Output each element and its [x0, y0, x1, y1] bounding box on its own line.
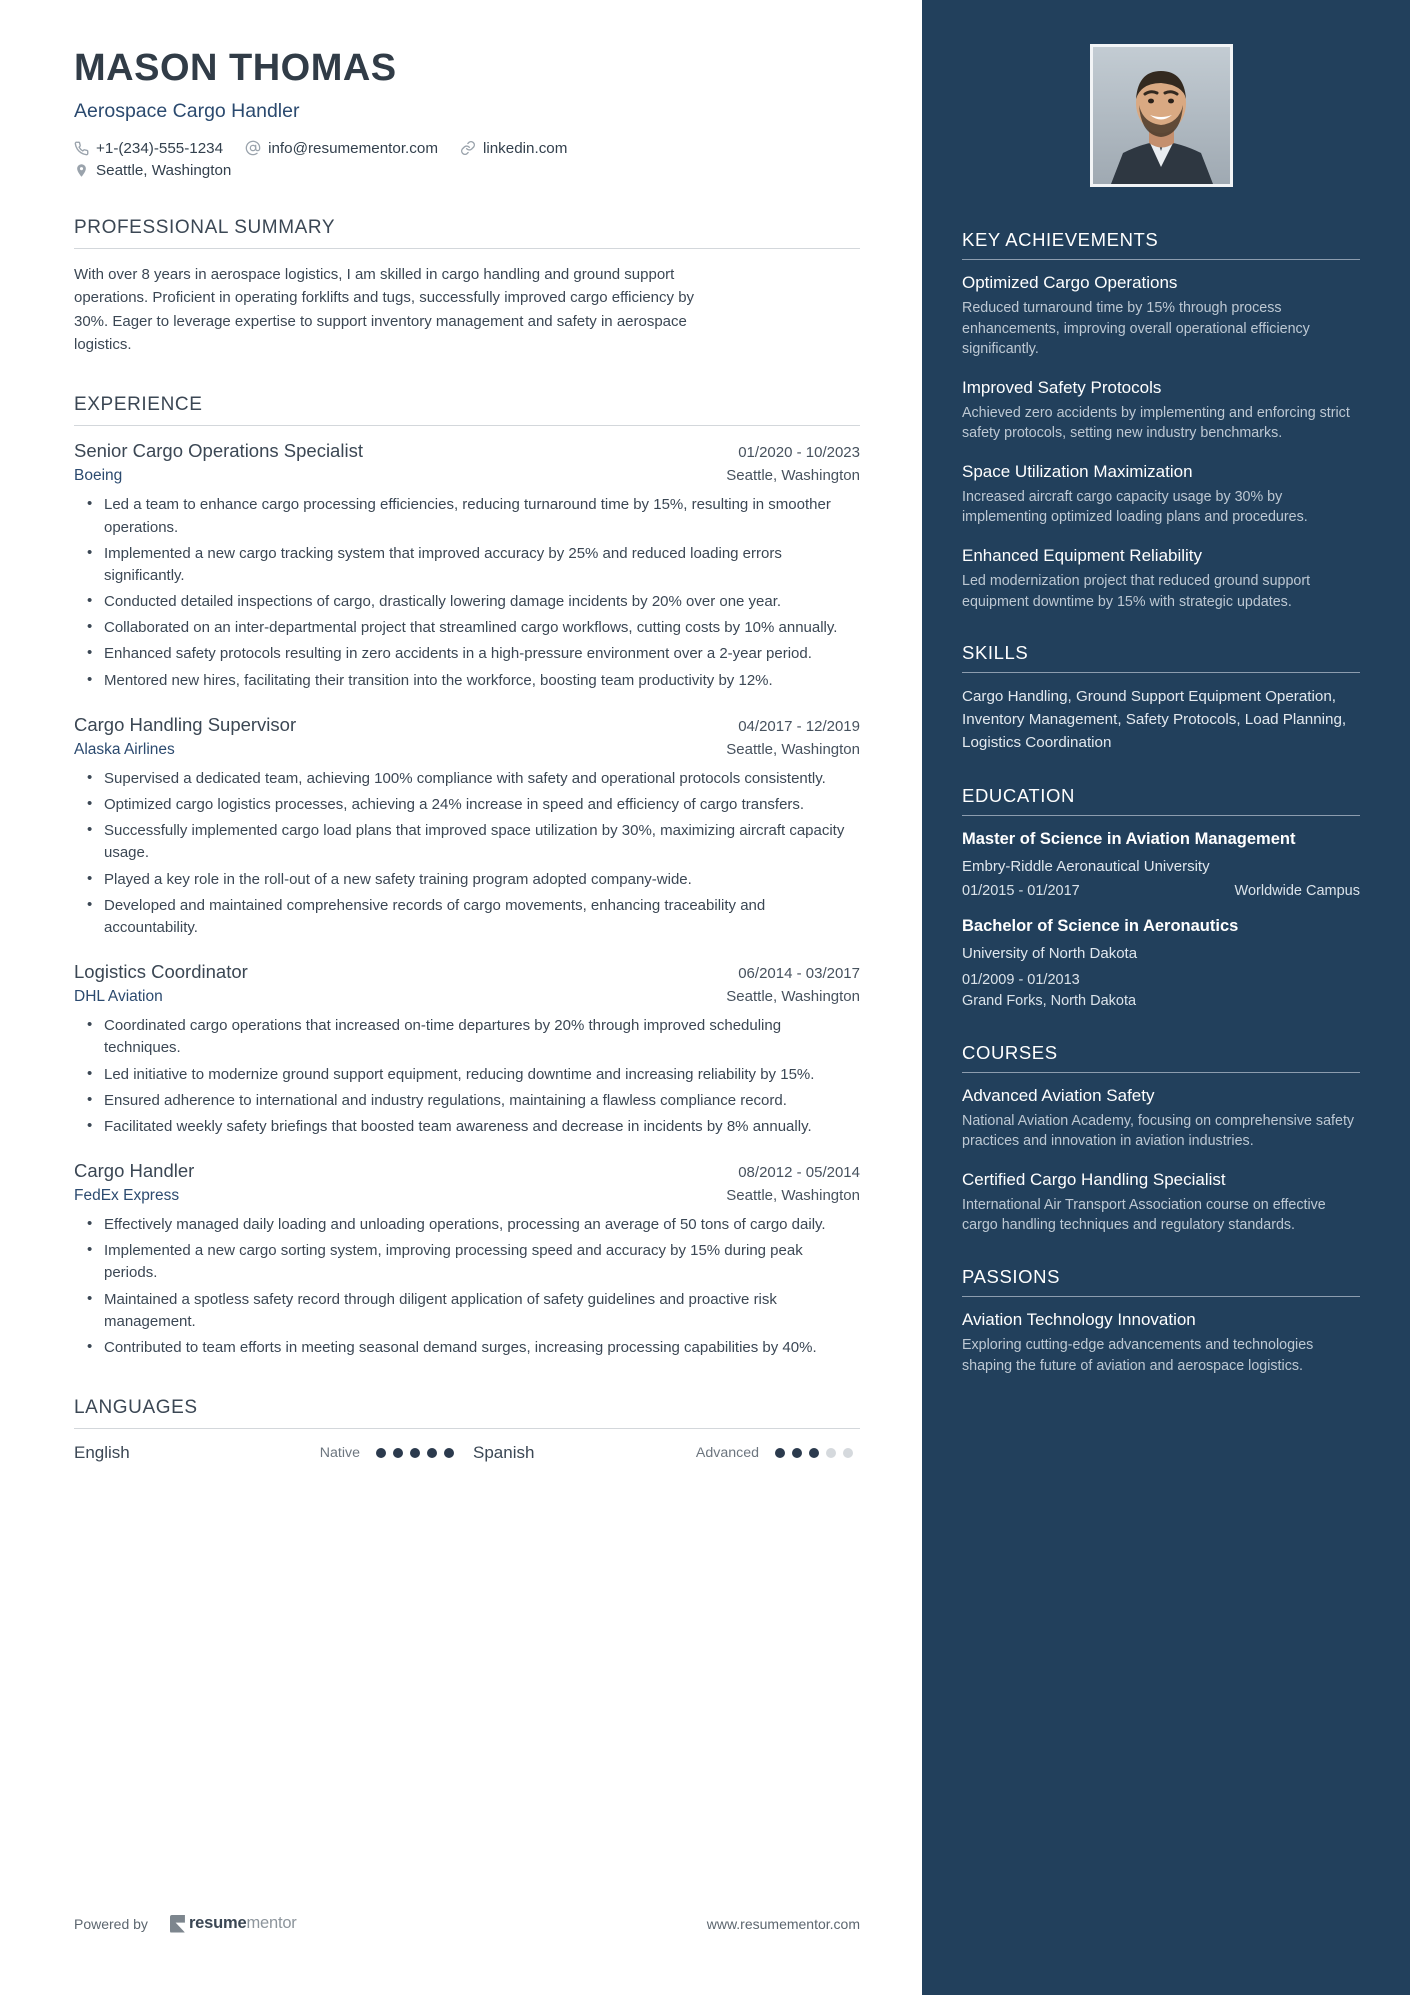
job-company: FedEx Express: [74, 1187, 180, 1205]
divider: [962, 259, 1360, 260]
job-bullet: • Contributed to team efforts in meeting seasonal demand surges, increasing processing capabilities by 40%.: [74, 1337, 860, 1359]
achievement-desc: Achieved zero accidents by implementing and enforcing strict safety protocols, setting new industry benchmarks.: [962, 404, 1350, 442]
logo-text-bold: resume: [188, 1914, 247, 1932]
language-rating: [376, 1448, 461, 1458]
job-position: Logistics Coordinator: [74, 961, 248, 983]
map-pin-icon: [74, 163, 89, 178]
summary-heading: PROFESSIONAL SUMMARY: [74, 216, 336, 238]
job-location: Seattle, Washington: [726, 988, 860, 1006]
achievement-item: [962, 273, 1360, 360]
contact-line-1: [74, 140, 860, 157]
avatar: [1090, 44, 1233, 187]
passion-desc: Exploring cutting-edge advancements and technologies shaping the future of aviation and aerospace logistics.: [962, 1336, 1314, 1374]
passions-list: [962, 1310, 1360, 1376]
job-location: Seattle, Washington: [726, 467, 860, 485]
phone-icon: [74, 141, 89, 156]
job-bullet: • Developed and maintained comprehensive records of cargo movements, enhancing traceability and accountability.: [74, 895, 860, 939]
job-bullet: • Maintained a spotless safety record through diligent application of safety guidelines and proactive risk management.: [74, 1289, 860, 1333]
achievement-title: Improved Safety Protocols: [962, 377, 1162, 397]
job-bullet: • Supervised a dedicated team, achieving 100% compliance with safety and operational protocols consistently.: [74, 768, 860, 790]
job-bullet: • Facilitated weekly safety briefings that boosted team awareness and decrease in incidents by 8% annually.: [74, 1116, 860, 1138]
education-list: [962, 829, 1360, 1012]
passions-heading: PASSIONS: [962, 1265, 1061, 1287]
skills-text: Cargo Handling, Ground Support Equipment Operation, Inventory Management, Safety Protocols, Load Planning, Logistics Coordination: [962, 688, 1347, 751]
job-bullet-list: [74, 1214, 860, 1359]
education-location: Grand Forks, North Dakota: [962, 993, 1137, 1010]
header-block: [74, 48, 860, 179]
divider: [74, 425, 860, 426]
language-item: [74, 1443, 461, 1463]
job-bullet: • Mentored new hires, facilitating their transition into the workforce, boosting team productivity by 12%.: [74, 670, 860, 692]
contact-info: [74, 140, 860, 179]
footer-website[interactable]: www.resumementor.com: [706, 1915, 860, 1932]
divider: [962, 815, 1360, 816]
section-professional-summary: [74, 217, 860, 357]
experience-item: [74, 440, 860, 692]
education-item: [962, 829, 1360, 899]
education-meta: [962, 970, 1360, 1011]
language-name: English: [74, 1443, 130, 1463]
divider: [962, 672, 1360, 673]
avatar-wrapper: [962, 44, 1360, 187]
language-rating: [775, 1448, 860, 1458]
education-location: Worldwide Campus: [1234, 883, 1360, 900]
language-rating-dot: [843, 1448, 853, 1458]
link-icon: [460, 140, 476, 156]
language-level: Advanced: [695, 1445, 759, 1462]
course-desc: National Aviation Academy, focusing on comprehensive safety practices and innovation in aviation industries.: [962, 1112, 1355, 1150]
language-rating-dot: [410, 1448, 420, 1458]
footer: [74, 1914, 860, 1933]
job-company: DHL Aviation: [74, 988, 163, 1006]
resumementor-logo[interactable]: [170, 1914, 297, 1933]
job-dates: 04/2017 - 12/2019: [738, 717, 860, 735]
achievement-item: [962, 378, 1360, 444]
languages-list: [74, 1443, 860, 1463]
job-bullet: • Successfully implemented cargo load plans that improved space utilization by 30%, maximizing aircraft capacity usage.: [74, 820, 860, 864]
contact-location-text: Seattle, Washington: [96, 161, 232, 179]
sidebar: [922, 0, 1410, 1995]
language-rating-dot: [775, 1448, 785, 1458]
education-dates: 01/2009 - 01/2013: [962, 972, 1080, 989]
course-item: [962, 1086, 1360, 1152]
skills-heading: SKILLS: [962, 642, 1029, 664]
achievements-heading: KEY ACHIEVEMENTS: [962, 229, 1159, 250]
contact-phone-text: +1-(234)-555-1234: [96, 139, 224, 157]
contact-linkedin[interactable]: [460, 140, 567, 157]
experience-heading: EXPERIENCE: [74, 394, 203, 416]
sidebar-section-passions: [962, 1266, 1360, 1376]
education-school: University of North Dakota: [962, 945, 1138, 963]
contact-email[interactable]: [245, 140, 438, 157]
job-dates: 08/2012 - 05/2014: [738, 1164, 860, 1182]
contact-linkedin-text: linkedin.com: [482, 139, 568, 157]
summary-text: With over 8 years in aerospace logistics, I am skilled in cargo handling and ground support operations. Proficient in operating forklifts and tugs, successfully improved cargo efficiency by 30%. Eager to leverage expertise to support inventory management and safety in aerospace logistics.: [74, 265, 695, 353]
education-meta: [962, 883, 1360, 899]
education-item: [962, 916, 1360, 1012]
job-company: Boeing: [74, 467, 123, 485]
powered-by-block: [74, 1914, 297, 1933]
divider: [962, 1296, 1360, 1297]
achievement-item: [962, 462, 1360, 528]
achievement-item: [962, 546, 1360, 612]
language-rating-dot: [444, 1448, 454, 1458]
passion-item: [962, 1310, 1360, 1376]
achievements-list: [962, 273, 1360, 612]
page-title: MASON THOMAS: [74, 47, 397, 89]
language-rating-dot: [427, 1448, 437, 1458]
job-location: Seattle, Washington: [726, 740, 860, 758]
job-bullet-list: [74, 768, 860, 939]
job-dates: 06/2014 - 03/2017: [738, 965, 860, 983]
job-bullet-list: [74, 1015, 860, 1138]
sidebar-section-skills: [962, 642, 1360, 754]
language-level: Native: [319, 1445, 360, 1462]
sidebar-section-achievements: [962, 229, 1360, 612]
job-location: Seattle, Washington: [726, 1187, 860, 1205]
course-title: Advanced Aviation Safety: [962, 1085, 1155, 1105]
education-dates: 01/2015 - 01/2017: [962, 883, 1080, 900]
job-bullet: • Played a key role in the roll-out of a new safety training program adopted company-wide.: [74, 869, 860, 891]
job-bullet: • Optimized cargo logistics processes, achieving a 24% increase in speed and efficiency of cargo transfers.: [74, 794, 860, 816]
powered-by-label: Powered by: [74, 1915, 148, 1932]
job-position: Cargo Handling Supervisor: [74, 713, 297, 735]
job-bullet: • Led initiative to modernize ground support equipment, reducing downtime and increasing reliability by 15%.: [74, 1064, 860, 1086]
achievement-title: Optimized Cargo Operations: [962, 273, 1178, 292]
job-bullet: • Enhanced safety protocols resulting in zero accidents in a high-pressure environment over a 2-year period.: [74, 643, 860, 665]
education-heading: EDUCATION: [962, 784, 1075, 806]
job-bullet: • Led a team to enhance cargo processing efficiencies, reducing turnaround time by 15%, resulting in smoother operations.: [74, 494, 860, 538]
education-degree: Bachelor of Science in Aeronautics: [962, 917, 1239, 936]
language-item: [473, 1443, 860, 1463]
job-position: Cargo Handler: [74, 1160, 195, 1182]
at-sign-icon: [245, 140, 261, 156]
achievement-desc: Led modernization project that reduced ground support equipment downtime by 15% with strategic updates.: [962, 573, 1311, 610]
job-bullet: • Implemented a new cargo tracking system that improved accuracy by 25% and reduced loading errors significantly.: [74, 543, 860, 587]
job-company: Alaska Airlines: [74, 740, 175, 758]
courses-list: [962, 1086, 1360, 1236]
headline-job-title: Aerospace Cargo Handler: [74, 99, 300, 122]
contact-line-2: [74, 162, 860, 179]
section-experience: [74, 394, 860, 1359]
experience-item: [74, 1160, 860, 1359]
job-bullet: • Ensured adherence to international and industry regulations, maintaining a flawless compliance record.: [74, 1090, 860, 1112]
job-bullet: • Coordinated cargo operations that increased on-time departures by 20% through improved scheduling techniques.: [74, 1015, 860, 1059]
avatar-photo: [1093, 47, 1230, 184]
passion-title: Aviation Technology Innovation: [962, 1309, 1196, 1329]
job-bullet: • Effectively managed daily loading and unloading operations, processing an average of 50 tons of cargo daily.: [74, 1214, 860, 1236]
experience-item: [74, 961, 860, 1138]
language-rating-dot: [792, 1448, 802, 1458]
job-bullet: • Conducted detailed inspections of cargo, drastically lowering damage incidents by 20% over one year.: [74, 591, 860, 613]
course-item: [962, 1170, 1360, 1236]
achievement-title: Enhanced Equipment Reliability: [962, 546, 1203, 566]
language-rating-dot: [809, 1448, 819, 1458]
achievement-title: Space Utilization Maximization: [962, 461, 1193, 481]
language-name: Spanish: [473, 1443, 535, 1463]
language-rating-dot: [393, 1448, 403, 1458]
job-position: Senior Cargo Operations Specialist: [74, 440, 363, 462]
language-rating-dot: [376, 1448, 386, 1458]
achievement-desc: Reduced turnaround time by 15% through process enhancements, improving overall operational efficiency significantly.: [962, 300, 1310, 358]
sidebar-section-education: [962, 785, 1360, 1012]
languages-heading: LANGUAGES: [74, 1397, 198, 1419]
courses-heading: COURSES: [962, 1041, 1058, 1063]
course-title: Certified Cargo Handling Specialist: [962, 1169, 1226, 1189]
divider: [74, 248, 860, 249]
contact-location: [74, 162, 231, 179]
contact-email-text: info@resumementor.com: [268, 139, 438, 157]
logo-text-light: mentor: [246, 1914, 297, 1932]
section-languages: [74, 1397, 860, 1463]
experience-list: [74, 440, 860, 1359]
achievement-desc: Increased aircraft cargo capacity usage by 30% by implementing optimized loading plans and procedures.: [962, 488, 1308, 526]
job-dates: 01/2020 - 10/2023: [738, 444, 860, 462]
contact-phone[interactable]: [74, 140, 223, 157]
job-bullet-list: [74, 494, 860, 692]
language-rating-dot: [826, 1448, 836, 1458]
course-desc: International Air Transport Association course on effective cargo handling techniques and regulatory standards.: [962, 1196, 1326, 1234]
divider: [962, 1072, 1360, 1073]
experience-item: [74, 714, 860, 939]
job-bullet: • Collaborated on an inter-departmental project that streamlined cargo workflows, cutting costs by 10% annually.: [74, 617, 860, 639]
logo-mark-icon: [170, 1915, 185, 1933]
education-school: Embry-Riddle Aeronautical University: [962, 858, 1210, 876]
education-degree: Master of Science in Aviation Management: [962, 829, 1296, 848]
sidebar-section-courses: [962, 1042, 1360, 1236]
job-bullet: • Implemented a new cargo sorting system, improving processing speed and accuracy by 15% during peak periods.: [74, 1240, 860, 1284]
divider: [74, 1428, 860, 1429]
